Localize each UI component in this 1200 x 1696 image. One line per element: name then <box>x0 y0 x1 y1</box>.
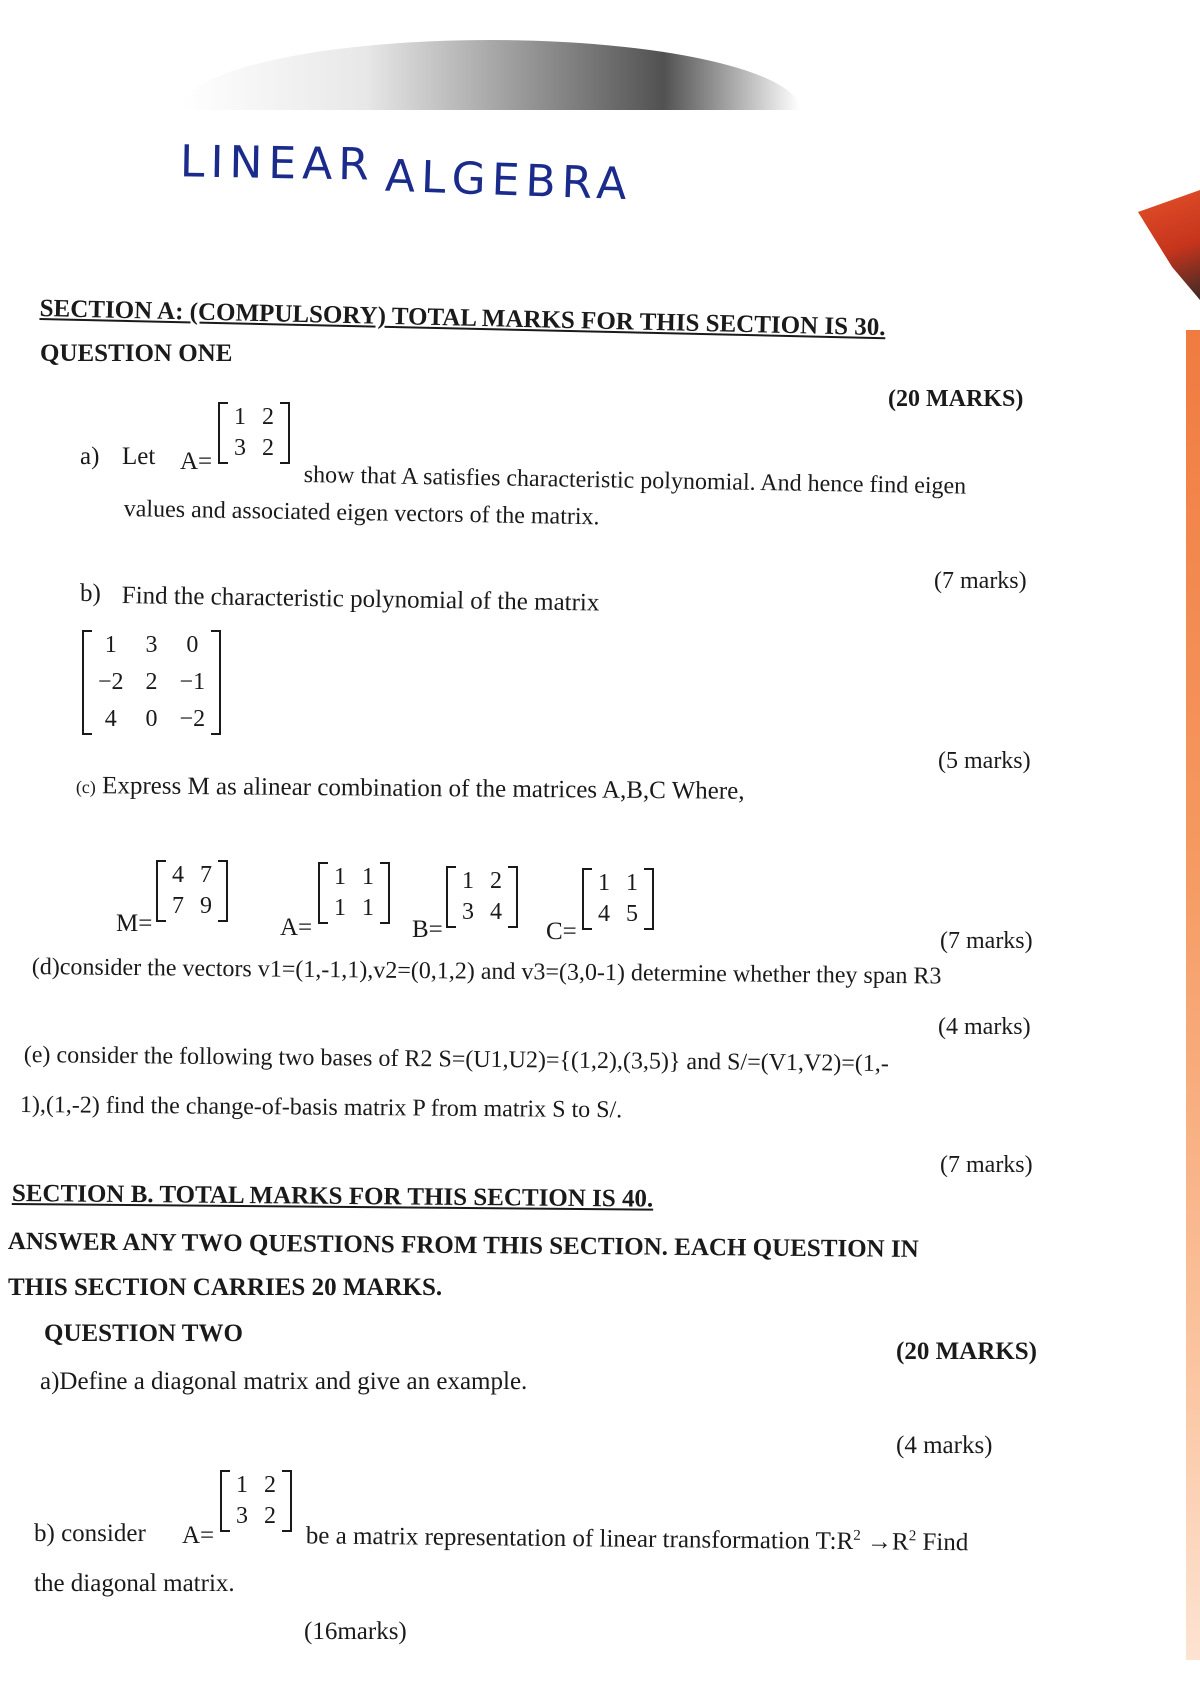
question-two-title: QUESTION TWO <box>44 1320 243 1347</box>
matrix-c-cells <box>592 868 644 930</box>
section-a-heading: SECTION A: (COMPULSORY) TOTAL MARKS FOR THIS SECTION IS 30. <box>39 295 886 342</box>
matrix-cell: 2 <box>264 1472 276 1498</box>
q2-part-a-marks: (4 marks) <box>896 1432 993 1459</box>
matrix-cell: 1 <box>362 895 374 921</box>
part-c-label: (c) <box>75 776 96 798</box>
matrix-cell: 5 <box>626 901 638 927</box>
part-b-text: Find the characteristic polynomial of the matrix <box>121 582 600 617</box>
matrix-cell: 1 <box>598 870 610 896</box>
question-two-marks: (20 MARKS) <box>896 1338 1037 1365</box>
matrix-cell: −2 <box>179 706 206 732</box>
question-one-marks: (20 MARKS) <box>888 386 1024 412</box>
part-b-marks: (5 marks) <box>938 748 1031 774</box>
part-c-body: Express M as alinear combination of the matrices A,B,C Where, <box>101 772 745 805</box>
part-a-text-line2: values and associated eigen vectors of the matrix. <box>123 496 600 531</box>
matrix-cell: −2 <box>98 669 124 695</box>
matrix-b-label: B= <box>412 916 443 943</box>
matrix-cell: 2 <box>262 435 274 461</box>
matrix-a1-cells <box>228 402 280 464</box>
q2-part-b-text-line2: the diagonal matrix. <box>34 1570 235 1597</box>
superscript-2: 2 <box>853 1527 861 1544</box>
matrix-c-label: C= <box>546 918 577 945</box>
part-a-text-line1: show that A satisfies characteristic polynomial. And hence find eigen <box>303 462 967 500</box>
part-b-label: b) <box>80 580 101 607</box>
matrix-cell: 2 <box>262 404 274 430</box>
matrix-a-cells <box>328 862 380 924</box>
matrix-cell: 4 <box>490 899 502 925</box>
q2-part-a-text: a)Define a diagonal matrix and give an example. <box>40 1368 528 1395</box>
matrix-cell: 4 <box>172 862 184 888</box>
matrix-cell: 1 <box>236 1472 248 1498</box>
matrix-b-cells <box>456 866 508 928</box>
matrix-cell: 1 <box>334 895 346 921</box>
matrix-cell: 4 <box>598 901 610 927</box>
part-e-marks: (7 marks) <box>940 1152 1033 1178</box>
handwritten-title-algebra: ALGEBRA <box>384 150 634 211</box>
matrix-a1 <box>218 402 290 464</box>
part-c-text <box>76 772 745 806</box>
superscript-2b: 2 <box>908 1528 917 1545</box>
matrix-cell: 7 <box>200 862 212 888</box>
matrix-a2-label: A= <box>182 1522 215 1549</box>
matrix-a2-cells <box>230 1470 282 1532</box>
section-b-heading: SECTION B. TOTAL MARKS FOR THIS SECTION IS 40. <box>11 1180 654 1213</box>
q2-part-b-marks: (16marks) <box>304 1618 407 1645</box>
background-edge-red <box>1138 190 1200 300</box>
matrix-m <box>156 860 228 922</box>
matrix-cell: 2 <box>145 669 158 695</box>
q2-part-b-text <box>306 1522 969 1557</box>
matrix-cell: 7 <box>172 893 184 919</box>
matrix-cell: 3 <box>236 1503 248 1529</box>
matrix-cell: 0 <box>145 706 158 732</box>
background-edge-orange <box>1186 330 1200 1660</box>
matrix-b-3x3-cells <box>92 630 211 735</box>
part-c-marks: (7 marks) <box>940 928 1033 954</box>
part-d-text: (d)consider the vectors v1=(1,-1,1),v2=(0,1,2) and v3=(3,0-1) determine whether they span R3 <box>31 954 942 990</box>
matrix-b <box>446 866 518 928</box>
matrix-a-label: A= <box>280 914 313 941</box>
part-a-label: a) <box>80 443 100 470</box>
matrix-cell: 3 <box>145 632 158 658</box>
photo-shadow <box>180 40 800 110</box>
matrix-cell: 1 <box>334 864 346 890</box>
matrix-cell: 0 <box>186 632 199 658</box>
matrix-b-3x3 <box>82 630 221 735</box>
part-a-marks: (7 marks) <box>934 568 1027 594</box>
part-e-text-line1: (e) consider the following two bases of R2 S=(U1,U2)={(1,2),(3,5)} and S/=(V1,V2)=(1,- <box>23 1042 889 1078</box>
arrow-r: →R <box>860 1528 909 1556</box>
q2-part-b-find: Find <box>916 1528 969 1557</box>
matrix-cell: 1 <box>626 870 638 896</box>
matrix-cell: 9 <box>200 893 212 919</box>
handwritten-title-linear: LINEAR <box>179 136 376 191</box>
matrix-cell: 2 <box>264 1503 276 1529</box>
matrix-cell: 1 <box>104 632 117 658</box>
matrix-m-label: M= <box>116 910 153 937</box>
section-b-instruction-line1: ANSWER ANY TWO QUESTIONS FROM THIS SECTION. EACH QUESTION IN <box>7 1228 919 1263</box>
matrix-cell: 1 <box>362 864 374 890</box>
matrix-a <box>318 862 390 924</box>
part-e-text-line2: 1),(1,-2) find the change-of-basis matrix P from matrix S to S/. <box>19 1092 623 1124</box>
matrix-a1-label: A= <box>180 448 213 475</box>
matrix-cell: 3 <box>462 899 474 925</box>
q2-part-b-consider: b) consider <box>34 1520 146 1547</box>
part-a-let: Let <box>122 443 156 470</box>
matrix-cell: 4 <box>104 706 117 732</box>
part-d-marks: (4 marks) <box>938 1014 1031 1040</box>
matrix-cell: 2 <box>490 868 502 894</box>
matrix-cell: 3 <box>234 435 246 461</box>
matrix-a2 <box>220 1470 292 1532</box>
question-one-title: QUESTION ONE <box>40 340 233 367</box>
matrix-cell: 1 <box>234 404 246 430</box>
matrix-cell: −1 <box>179 669 206 695</box>
matrix-c <box>582 868 654 930</box>
q2-part-b-body: be a matrix representation of linear transformation T:R <box>305 1522 854 1556</box>
matrix-m-cells <box>166 860 218 922</box>
matrix-cell: 1 <box>462 868 474 894</box>
section-b-instruction-line2: THIS SECTION CARRIES 20 MARKS. <box>8 1274 443 1301</box>
